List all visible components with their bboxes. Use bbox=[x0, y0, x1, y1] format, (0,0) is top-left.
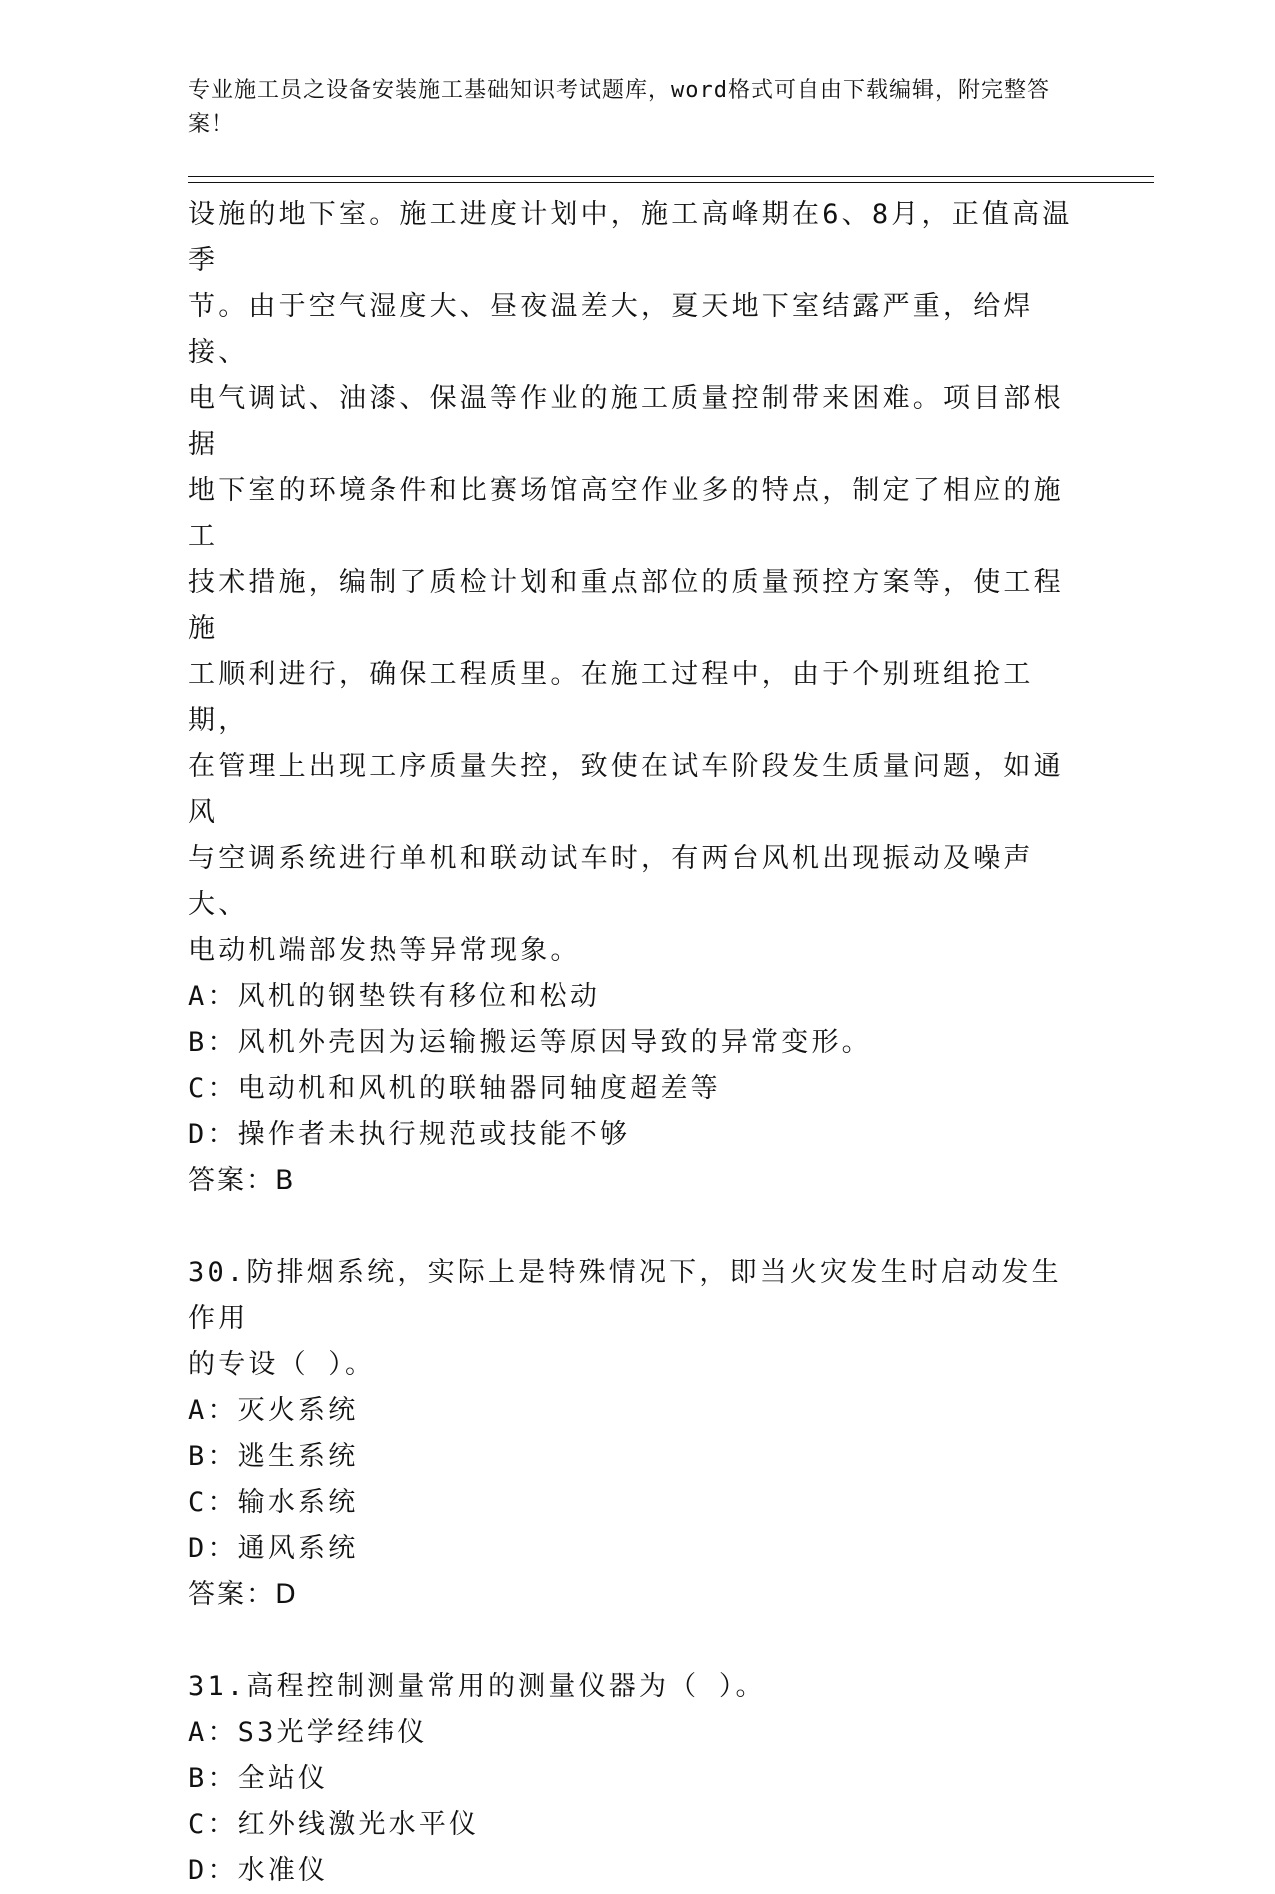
question-29-stem-line: 技术措施，编制了质检计划和重点部位的质量预控方案等，使工程施 bbox=[188, 567, 1064, 644]
question-29-option-c: C：电动机和风机的联轴器同轴度超差等 bbox=[188, 1073, 721, 1104]
question-29-stem-line: 电气调试、油漆、保温等作业的施工质量控制带来困难。项目部根据 bbox=[188, 383, 1064, 460]
question-30 bbox=[188, 1250, 1088, 1618]
question-31-option-c: C：红外线激光水平仪 bbox=[188, 1809, 480, 1840]
question-31-option-d: D：水准仪 bbox=[188, 1855, 329, 1886]
question-29-option-a: A：风机的钢垫铁有移位和松动 bbox=[188, 981, 601, 1012]
section-spacer bbox=[188, 1618, 1088, 1664]
section-spacer bbox=[188, 1204, 1088, 1250]
question-31-option-a: A：S3光学经纬仪 bbox=[188, 1717, 428, 1748]
question-29 bbox=[188, 192, 1088, 1204]
question-29-option-b: B：风机外壳因为运输搬运等原因导致的异常变形。 bbox=[188, 1027, 872, 1058]
question-29-stem-line: 在管理上出现工序质量失控，致使在试车阶段发生质量问题，如通风 bbox=[188, 751, 1064, 828]
question-31 bbox=[188, 1664, 1088, 1894]
question-29-option-d: D：操作者未执行规范或技能不够 bbox=[188, 1119, 631, 1150]
header-divider-top bbox=[188, 176, 1154, 177]
question-31-option-b: B：全站仪 bbox=[188, 1763, 329, 1794]
question-31-stem-line: 31.高程控制测量常用的测量仪器为（ ）。 bbox=[188, 1671, 766, 1702]
question-30-option-b: B：逃生系统 bbox=[188, 1441, 359, 1472]
question-29-stem-line: 地下室的环境条件和比赛场馆高空作业多的特点，制定了相应的施工 bbox=[188, 475, 1064, 552]
question-29-stem-line: 节。由于空气湿度大、昼夜温差大，夏天地下室结露严重，给焊接、 bbox=[188, 291, 1034, 368]
question-29-stem-line: 工顺利进行，确保工程质里。在施工过程中，由于个别班组抢工期， bbox=[188, 659, 1034, 736]
question-30-stem-line: 的专设（ ）。 bbox=[188, 1349, 376, 1380]
question-30-option-a: A：灭火系统 bbox=[188, 1395, 359, 1426]
document-body bbox=[188, 192, 1088, 1894]
document-header: 专业施工员之设备安装施工基础知识考试题库，word格式可自由下载编辑，附完整答案！ bbox=[188, 78, 1050, 137]
question-29-stem-line: 与空调系统进行单机和联动试车时，有两台风机出现振动及噪声大、 bbox=[188, 843, 1034, 920]
question-29-stem-line: 设施的地下室。施工进度计划中，施工高峰期在6、8月，正值高温季 bbox=[188, 199, 1073, 276]
question-29-stem-line: 电动机端部发热等异常现象。 bbox=[188, 935, 581, 966]
header-divider-bottom bbox=[188, 182, 1154, 183]
question-30-answer: 答案：D bbox=[188, 1579, 298, 1610]
question-30-option-c: C：输水系统 bbox=[188, 1487, 359, 1518]
question-30-stem-line: 30.防排烟系统，实际上是特殊情况下，即当火灾发生时启动发生作用 bbox=[188, 1257, 1062, 1334]
question-30-option-d: D：通风系统 bbox=[188, 1533, 359, 1564]
question-29-answer: 答案：B bbox=[188, 1165, 296, 1196]
